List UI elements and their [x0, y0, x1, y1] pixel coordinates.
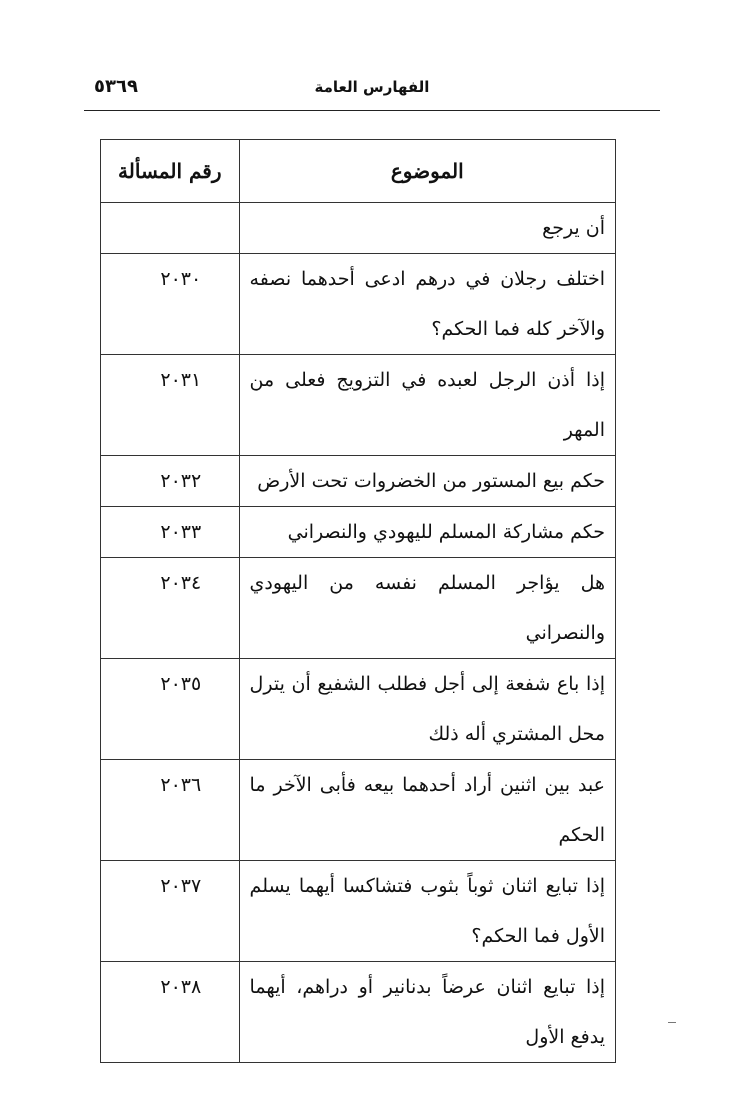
issue-number-cell: ٢٠٣٤: [101, 558, 240, 659]
issue-number-cell: ٢٠٣٦: [101, 760, 240, 861]
margin-mark: [668, 1022, 676, 1023]
table-row: [101, 962, 616, 1063]
table-row: [101, 254, 616, 355]
issue-number-cell: ٢٠٣٥: [101, 659, 240, 760]
issue-number-cell: ٢٠٣٨: [101, 962, 240, 1063]
issue-number-cell: ٢٠٣٣: [101, 507, 240, 558]
index-table: [100, 139, 616, 1063]
topic-cell: هل يؤاجر المسلم نفسه من اليهودي والنصراني: [239, 558, 615, 659]
header-rule: [84, 110, 660, 111]
table-row: [101, 203, 616, 254]
topic-cell: إذا تبايع اثنان عرضاً بدنانير أو دراهم، أيهما يدفع الأول: [239, 962, 615, 1063]
running-header: [84, 76, 660, 106]
topic-cell: إذا باع شفعة إلى أجل فطلب الشفيع أن يترل محل المشتري أله ذلك: [239, 659, 615, 760]
table-header-row: [101, 140, 616, 203]
table-row: [101, 659, 616, 760]
issue-number-cell: ٢٠٣٢: [101, 456, 240, 507]
issue-number-cell: [101, 203, 240, 254]
table-row: [101, 861, 616, 962]
topic-cell: اختلف رجلان في درهم ادعى أحدهما نصفه والآخر كله فما الحكم؟: [239, 254, 615, 355]
issue-number-cell: ٢٠٣٧: [101, 861, 240, 962]
topic-column-header: الموضوع: [239, 140, 615, 203]
topic-cell: إذا أذن الرجل لعبده في التزويج فعلى من المهر: [239, 355, 615, 456]
table-row: [101, 456, 616, 507]
table-row: [101, 760, 616, 861]
page-header-title: الفهارس العامة: [314, 78, 430, 96]
topic-cell: حكم بيع المستور من الخضروات تحت الأرض: [239, 456, 615, 507]
issue-number-cell: ٢٠٣٠: [101, 254, 240, 355]
table-row: [101, 355, 616, 456]
topic-cell: أن يرجع: [239, 203, 615, 254]
topic-cell: عبد بين اثنين أراد أحدهما بيعه فأبى الآخر ما الحكم: [239, 760, 615, 861]
topic-cell: إذا تبايع اثنان ثوباً بثوب فتشاكسا أيهما يسلم الأول فما الحكم؟: [239, 861, 615, 962]
issue-number-cell: ٢٠٣١: [101, 355, 240, 456]
table-row: [101, 507, 616, 558]
page-number: ٥٣٦٩: [94, 76, 138, 97]
table-row: [101, 558, 616, 659]
issue-number-column-header: رقم المسألة: [101, 140, 240, 203]
topic-cell: حكم مشاركة المسلم لليهودي والنصراني: [239, 507, 615, 558]
